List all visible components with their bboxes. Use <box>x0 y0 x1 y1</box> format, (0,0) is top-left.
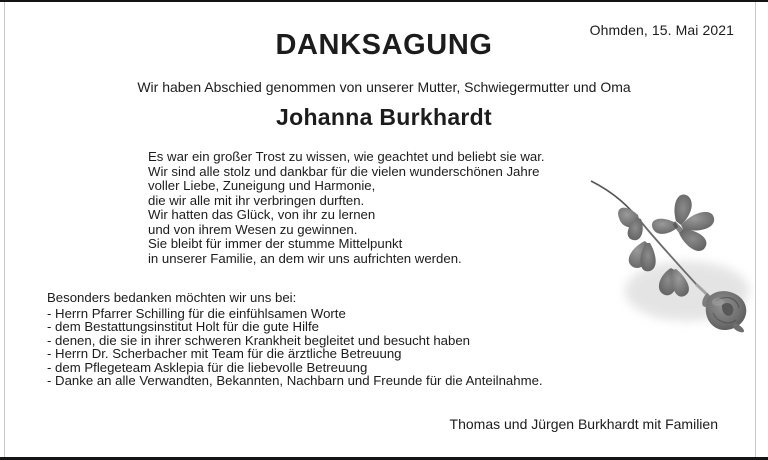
thanks-intro: Besonders bedanken möchten wir uns bei: <box>47 290 297 305</box>
rose-image <box>575 163 761 335</box>
farewell-subtitle: Wir haben Abschied genommen von unserer Mutter, Schwiegermutter und Oma <box>137 79 631 95</box>
eulogy-line: in unserer Familie, an dem wir uns aufrichten werden. <box>148 250 462 266</box>
eulogy-line: Wir hatten das Glück, von ihr zu lernen <box>148 207 376 222</box>
thanks-item: - dem Pflegeteam Asklepia für die liebevolle Betreuung <box>47 359 368 375</box>
eulogy-line: Es war ein großer Trost zu wissen, wie geachtet und beliebt sie war. <box>148 149 545 164</box>
family-signature: Thomas und Jürgen Burkhardt mit Familien <box>449 416 718 432</box>
thanks-item: - denen, die sie in ihrer schweren Krankheit begleitet und besucht haben <box>47 332 471 348</box>
thanks-item: - Danke an alle Verwandten, Bekannten, Nachbarn und Freunde für die Anteilnahme. <box>47 373 543 389</box>
thanks-item: - Herrn Dr. Scherbacher mit Team für die ärztliche Betreuung <box>47 346 402 362</box>
eulogy-line: Sie bleibt für immer der stumme Mittelpunkt <box>148 236 403 251</box>
thanks-item: - Herrn Pfarrer Schilling für die einfühlsamen Worte <box>47 306 346 321</box>
eulogy-line: und von ihrem Wesen zu gewinnen. <box>148 221 358 237</box>
eulogy-text <box>148 150 588 266</box>
eulogy-line: die wir alle mit ihr verbringen durften. <box>148 192 365 208</box>
thanks-list <box>47 307 587 387</box>
deceased-name: Johanna Burkhardt <box>276 104 492 130</box>
thanks-item: - dem Bestattungsinstitut Holt für die gute Hilfe <box>47 319 319 335</box>
eulogy-line: Wir sind alle stolz und dankbar für die vielen wunderschönen Jahre <box>148 163 540 179</box>
page-title: DANKSAGUNG <box>275 29 493 61</box>
place-and-date: Ohmden, 15. Mai 2021 <box>589 22 734 38</box>
eulogy-line: voller Liebe, Zuneigung und Harmonie, <box>148 178 376 193</box>
left-border-rule <box>4 2 5 457</box>
